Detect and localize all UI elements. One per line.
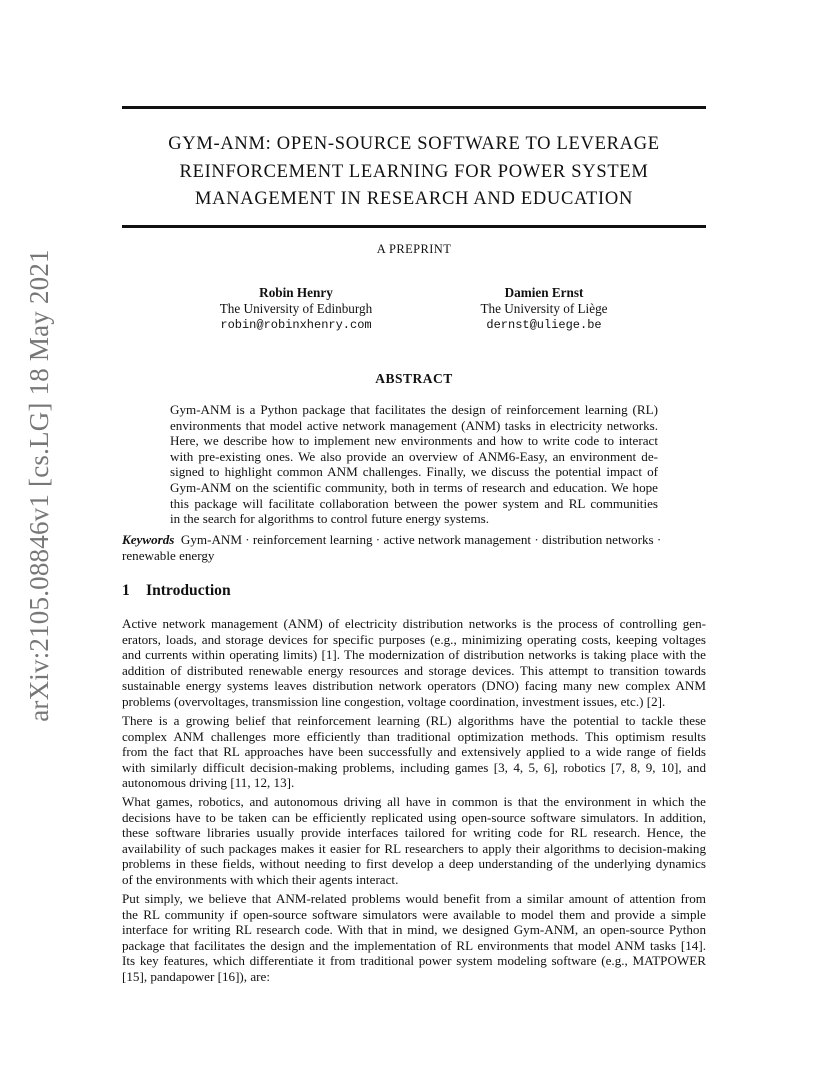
paragraph-line: What games, robotics, and autonomous driving all have in common is that the environment in which the [122,794,706,809]
paragraph-line: problems (overvoltages, transmission line congestion, voltage coordination, investment issues, etc.) [2]. [122,693,666,709]
author-affiliation: The University of Liège [480,301,608,317]
keywords [122,532,706,563]
title-line: REINFORCEMENT LEARNING FOR POWER SYSTEM [179,161,649,182]
paragraph-line: the RL community if open-source software simulators were available to model them and provide a simple [122,906,706,922]
abstract-line: Here, we describe how to implement new environments and how to write code to interact [170,433,658,449]
paragraph-line: erators, loads, and storage devices for specific purposes (e.g., minimizing operating costs, keeping voltages [122,631,706,647]
paragraph-line: Its key features, which differentiate it from traditional power system modeling software (e.g., MATPOWER [122,953,706,969]
paragraph-line: these software libraries usually provide interfaces tailored for writing code for RL research. Hence, the [122,825,706,841]
body-paragraph [122,794,706,888]
paragraph-line: with similarly difficult decision-making problems, including games [3, 4, 5, 6], robotics [7, 8, 9, 10], and [122,759,706,775]
author-block [424,285,664,334]
author-affiliation: The University of Edinburgh [219,301,373,317]
section-number: 1 [122,582,130,599]
abstract-line: in the search for algorithms to control future energy systems. [170,511,490,527]
section-title: Introduction [146,582,231,599]
paper-title [122,131,706,214]
abstract-line: with pre-existing ones. We also provide an overview of ANM6-Easy, an environment de- [170,448,658,464]
abstract-line: environments that model active network management (ANM) tasks in electricity networks. [170,417,658,433]
title-line: MANAGEMENT IN RESEARCH AND EDUCATION [194,189,634,209]
arxiv-side-stamp [4,248,74,722]
title-line: GYM-ANM: OPEN-SOURCE SOFTWARE TO LEVERAGE [168,134,660,154]
author-email[interactable]: dernst@uliege.be [486,318,602,333]
abstract-body [170,402,658,527]
abstract-line: Gym-ANM on the scientific community, both in terms of research and education. We hope [170,479,658,495]
preprint-label: A PREPRINT [376,242,452,256]
body-paragraph [122,891,706,985]
body-paragraph [122,713,706,791]
arxiv-identifier: arXiv:2105.08846v1 [cs.LG] 18 May 2021 [23,248,54,722]
author-name: Damien Ernst [504,285,584,300]
paragraph-line: and currents within operating limits) [1]. The modernization of distribution networks is taking place with the [122,647,706,663]
paragraph-line: Put simply, we believe that ANM-related problems would benefit from a similar amount of attention from [122,891,706,906]
paragraph-line: addition of distributed renewable energy resources and storage devices. This attempt to transition towards [122,662,706,678]
paragraph-line: package that facilitates the design and the implementation of RL environments that model ANM tasks [14]. [122,937,706,953]
abstract-line: signed to highlight common ANM challenges. Finally, we discuss the potential impact of [170,464,658,480]
author-email[interactable]: robin@robinxhenry.com [220,318,372,333]
paragraph-line: availability of such packages makes it easier for RL researchers to apply their algorithms to decision-making [122,840,706,856]
title-top-rule [122,106,706,109]
body-paragraph [122,616,706,710]
abstract-line: Gym-ANM is a Python package that facilitates the design of reinforcement learning (RL) [170,402,658,417]
paragraph-line: problems in these fields, without needing to first develop a deep understanding of the underlying dynamics [122,856,706,872]
paragraph-line: [15], pandapower [16]), are: [122,968,270,984]
author-block [176,285,416,334]
author-name: Robin Henry [259,285,333,300]
paragraph-line: decisions have to be taken can be efficiently replicated using open-source software simulators. In addition, [122,809,706,825]
paragraph-line: Active network management (ANM) of electricity distribution networks is the process of controlling gen- [122,616,706,631]
paragraph-line: from the fact that RL approaches have been successfully and extensively applied to a wide range of fields [122,744,706,760]
title-bottom-rule [122,225,706,228]
keywords-label: Keywords [122,532,175,547]
paragraph-line: There is a growing belief that reinforcement learning (RL) algorithms have the potential to tackle these [122,713,706,728]
keywords-text: Gym-ANM · reinforcement learning · active network management · distribution networks · renewable energy [122,532,662,563]
section-heading [122,582,706,600]
paragraph-line: sustainable energy systems leaves distribution network operators (DNO) facing many new complex ANM [122,678,706,694]
paragraph-line: interface for writing RL research code. With that in mind, we designed Gym-ANM, an open-source Python [122,922,706,938]
paragraph-line: autonomous driving [11, 12, 13]. [122,775,295,791]
paragraph-line: complex ANM challenges more efficiently than traditional optimization methods. This optimism results [122,728,706,744]
abstract-line: this package will facilitate collaboration between the power system and RL communities [170,495,658,511]
abstract-heading: ABSTRACT [375,371,453,386]
paragraph-line: of the environments with which their agents interact. [122,871,399,887]
